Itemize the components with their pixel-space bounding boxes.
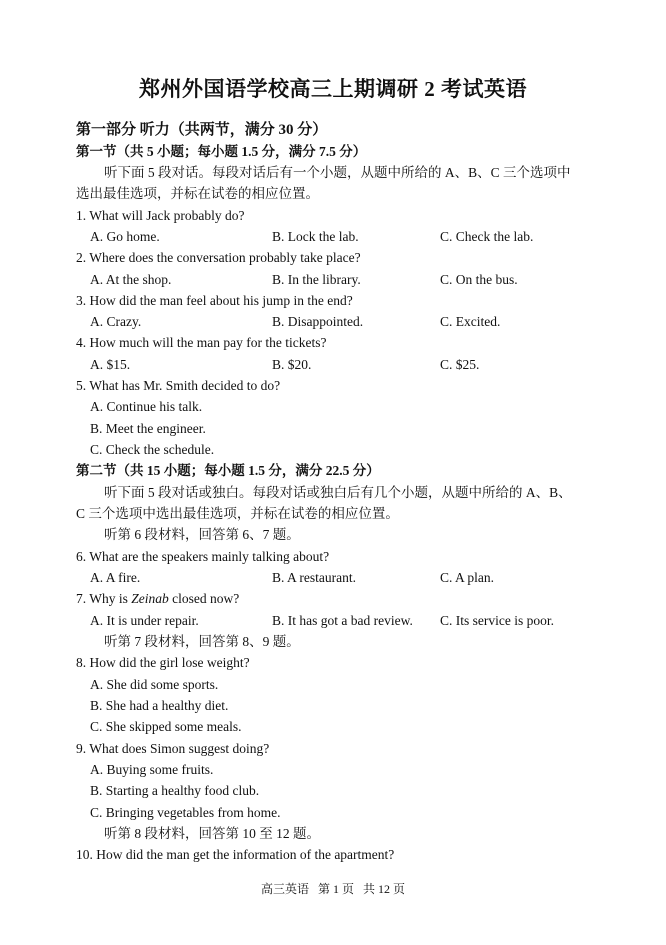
question-6: 6. What are the speakers mainly talking about? [76,549,330,564]
question-7-suffix: closed now? [168,591,240,606]
question-6-option-c: C. A plan. [440,570,495,585]
question-7-option-b: B. It has got a bad review. [272,613,413,628]
section-two-instruction-2: C 三个选项中选出最佳选项，并标在试卷的相应位置。 [76,506,399,521]
section-one-instruction-2: 选出最佳选项，并标在试卷的相应位置。 [76,186,319,201]
question-6-option-b: B. A restaurant. [272,570,356,585]
question-2-option-a: A. At the shop. [90,272,172,287]
page-title: 郑州外国语学校高三上期调研 2 考试英语 [139,77,527,101]
page-footer [0,881,666,897]
question-3-option-a: A. Crazy. [90,314,142,329]
question-3: 3. How did the man feel about his jump in the end? [76,293,353,308]
question-4: 4. How much will the man pay for the tickets? [76,335,327,350]
question-3-option-b: B. Disappointed. [272,314,364,329]
question-5-option-b: B. Meet the engineer. [90,421,206,436]
material-note-6: 听第 6 段材料，回答第 6、7 题。 [104,527,300,542]
question-4-option-c: C. $25. [440,357,480,372]
question-7-prefix: 7. Why is [76,591,132,606]
question-5-option-a: A. Continue his talk. [90,399,203,414]
part-one-heading: 第一部分 听力（共两节，满分 30 分） [76,122,328,138]
question-9-option-b: B. Starting a healthy food club. [90,783,260,798]
question-1-option-a: A. Go home. [90,229,160,244]
question-1-option-c: C. Check the lab. [440,229,534,244]
footer-page-number: 第 1 页 [317,882,354,896]
footer-total-pages: 共 12 页 [363,882,406,896]
question-1: 1. What will Jack probably do? [76,208,245,223]
section-one-instruction-1: 听下面 5 段对话。每段对话后有一个小题，从题中所给的 A、B、C 三个选项中 [104,165,571,180]
question-2-option-c: C. On the bus. [440,272,518,287]
question-2: 2. Where does the conversation probably take place? [76,250,361,265]
section-one-heading: 第一节（共 5 小题；每小题 1.5 分，满分 7.5 分） [76,144,367,159]
question-4-option-b: B. $20. [272,357,312,372]
question-5: 5. What has Mr. Smith decided to do? [76,378,281,393]
question-8-option-a: A. She did some sports. [90,677,219,692]
question-7-restaurant-name: Zeinab [131,591,169,606]
question-9: 9. What does Simon suggest doing? [76,741,270,756]
footer-subject: 高三英语 [260,882,309,896]
question-7-option-c: C. Its service is poor. [440,613,554,628]
section-two-heading: 第二节（共 15 小题；每小题 1.5 分，满分 22.5 分） [76,463,380,478]
question-8-option-c: C. She skipped some meals. [90,719,242,734]
question-7-option-a: A. It is under repair. [90,613,199,628]
question-9-option-a: A. Buying some fruits. [90,762,214,777]
material-note-7: 听第 7 段材料，回答第 8、9 题。 [104,634,300,649]
question-8-option-b: B. She had a healthy diet. [90,698,229,713]
question-1-option-b: B. Lock the lab. [272,229,359,244]
section-two-instruction-1: 听下面 5 段对话或独白。每段对话或独白后有几个小题，从题中所给的 A、B、 [104,485,572,500]
question-6-option-a: A. A fire. [90,570,141,585]
question-4-option-a: A. $15. [90,357,131,372]
question-8: 8. How did the girl lose weight? [76,655,250,670]
question-2-option-b: B. In the library. [272,272,361,287]
question-3-option-c: C. Excited. [440,314,501,329]
question-9-option-c: C. Bringing vegetables from home. [90,805,281,820]
material-note-8: 听第 8 段材料，回答第 10 至 12 题。 [104,826,320,841]
question-7 [76,590,239,608]
question-10: 10. How did the man get the information of the apartment? [76,847,395,862]
question-5-option-c: C. Check the schedule. [90,442,215,457]
